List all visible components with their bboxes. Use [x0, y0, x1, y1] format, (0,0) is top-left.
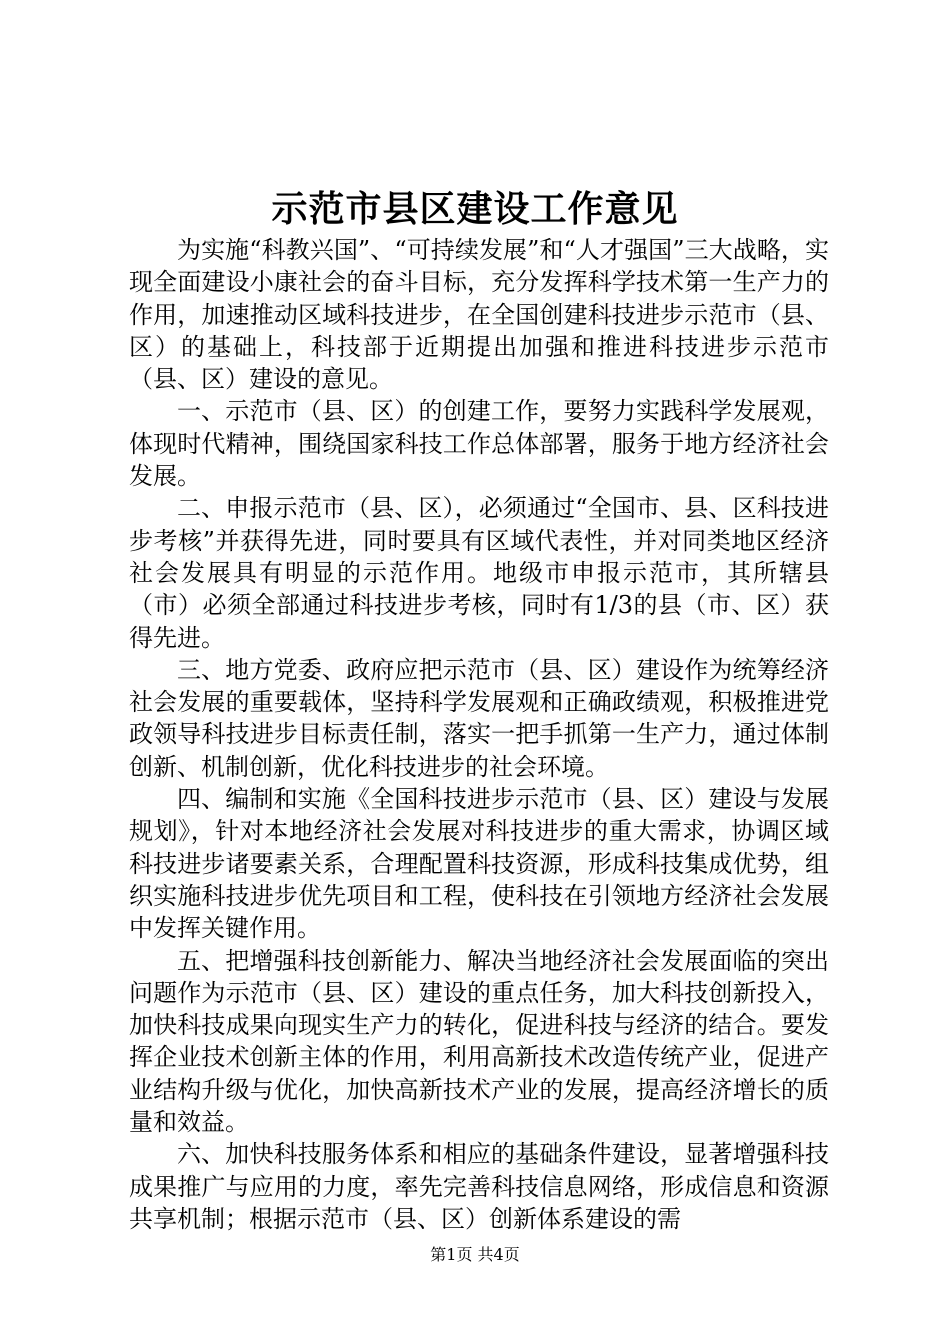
document-body — [129, 234, 829, 1235]
paragraph-item-1: 一、示范市（县、区）的创建工作，要努力实践科学发展观，体现时代精神，围绕国家科技工作总体部署，服务于地方经济社会发展。 — [129, 397, 829, 491]
paragraph-item-4: 四、编制和实施《全国科技进步示范市（县、区）建设与发展规划》，针对本地经济社会发展对科技进步的重大需求，协调区域科技进步诸要素关系，合理配置科技资源，形成科技集成优势，组织实施科技进步优先项目和工程，使科技在引领地方经济社会发展中发挥关键作用。 — [129, 785, 829, 943]
paragraph-item-2: 二、申报示范市（县、区），必须通过“全国市、县、区科技进步考核”并获得先进，同时要具有区域代表性，并对同类地区经济社会发展具有明显的示范作用。地级市申报示范市，其所辖县（市）必须全部通过科技进步考核，同时有1/3的县（市、区）获得先进。 — [129, 494, 829, 652]
paragraph-intro: 为实施“科教兴国”、“可持续发展”和“人才强国”三大战略，实现全面建设小康社会的奋斗目标，充分发挥科学技术第一生产力的作用，加速推动区域科技进步，在全国创建科技进步示范市（县、区）的基础上，科技部于近期提出加强和推进科技进步示范市（县、区）建设的意见。 — [129, 236, 829, 394]
paragraph-item-6: 六、加快科技服务体系和相应的基础条件建设，显著增强科技成果推广与应用的力度，率先完善科技信息网络，形成信息和资源共享机制；根据示范市（县、区）创新体系建设的需 — [129, 1140, 829, 1233]
page-number-footer: 第1页 共4页 — [430, 1245, 520, 1264]
paragraph-item-5: 五、把增强科技创新能力、解决当地经济社会发展面临的突出问题作为示范市（县、区）建设的重点任务，加大科技创新投入，加快科技成果向现实生产力的转化，促进科技与经济的结合。要发挥企业技术创新主体的作用，利用高新技术改造传统产业，促进产业结构升级与优化，加快高新技术产业的发展，提高经济增长的质量和效益。 — [129, 946, 829, 1137]
paragraph-item-3: 三、地方党委、政府应把示范市（县、区）建设作为统筹经济社会发展的重要载体，坚持科学发展观和正确政绩观，积极推进党政领导科技进步目标责任制，落实一把手抓第一生产力，通过体制创新、机制创新，优化科技进步的社会环境。 — [129, 655, 829, 781]
document-title: 示范市县区建设工作意见 — [271, 188, 679, 230]
